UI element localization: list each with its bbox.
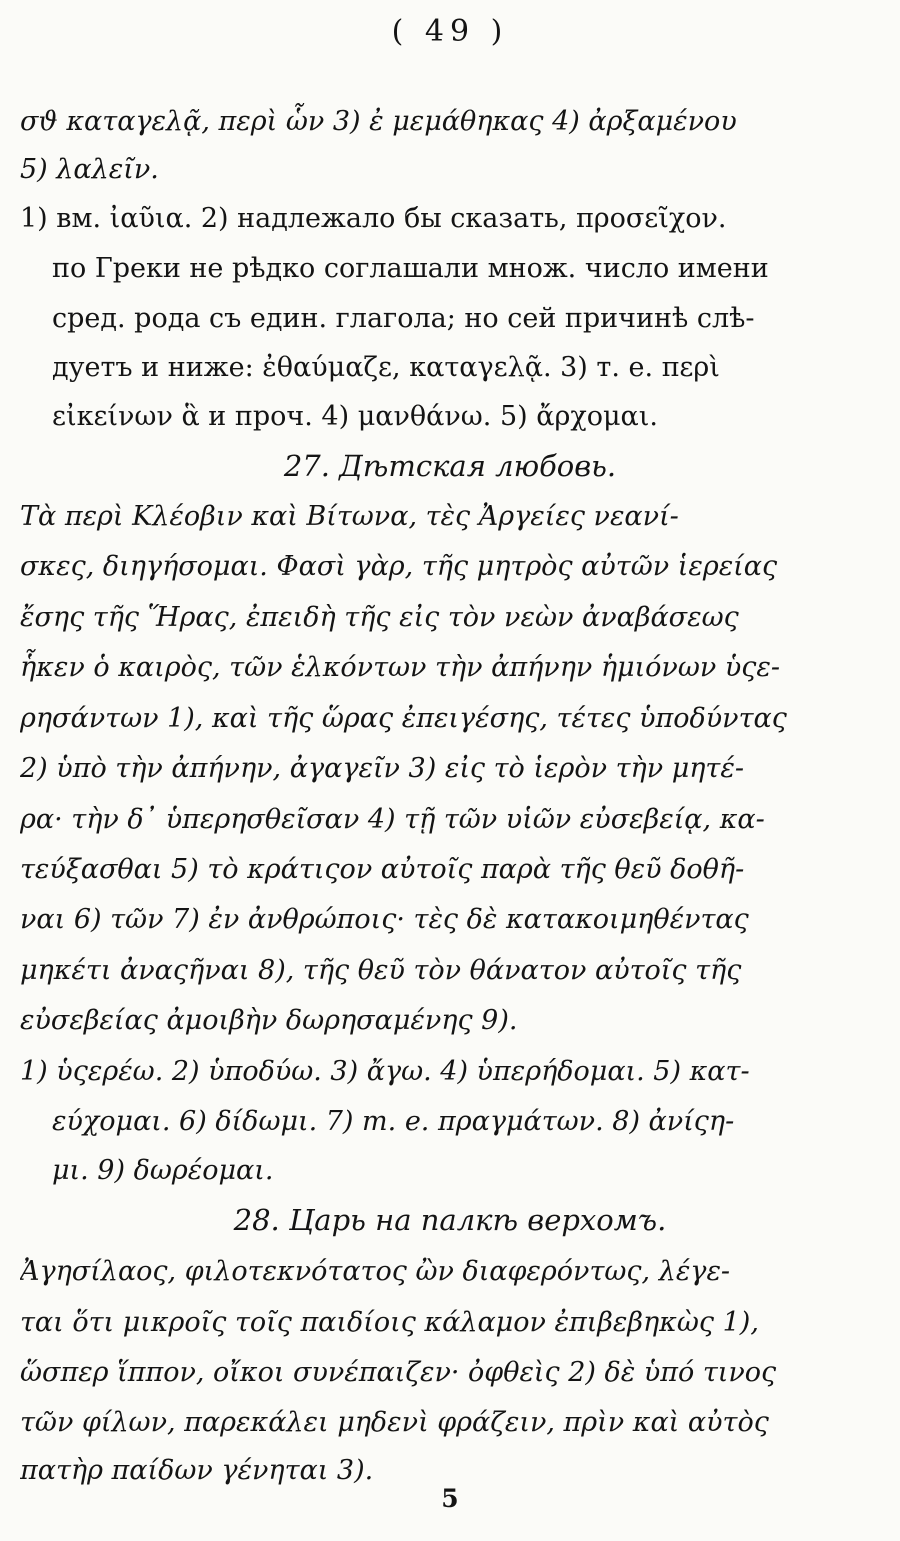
text-line: ἔσης τῆς Ἥρας, ἐπειδὴ τῆς εἰς τὸν νεὼν ἀναβάσεως	[20, 602, 739, 633]
text-line: σϑ καταγελᾷ, περὶ ὧν 3) ἐ μεμάθηκας 4) ἀρξαμένου	[20, 106, 737, 137]
text-line: Ἀγησίλαος, φιλοτεκνότατος ὢν διαφερόντως, λέγε-	[20, 1256, 731, 1287]
footnote-line: εύχομαι. 6) δίδωμι. 7) т. е. πραγμάτων. 8) ἀνίςη-	[52, 1106, 735, 1137]
text-line: 2) ὑπὸ τὴν ἀπήνην, ἀγαγεῖν 3) εἰς τὸ ἱερὸν τὴν μητέ-	[20, 753, 744, 784]
text-line: σκες, διηγήσομαι. Φασὶ γὰρ, τῆς μητρὸς αὐτῶν ἱερείας	[20, 551, 778, 582]
text-line: Τὰ περὶ Κλέοβιν καὶ Βίτωνα, τὲς Ἀργείες νεανί-	[20, 501, 679, 532]
text-line: ὥσπερ ἵππον, οἴκοι συνέπαιζεν· ὀφθεὶς 2) δὲ ὑπό τινος	[20, 1357, 777, 1388]
section-heading-27: 27. Дѣтская любовь.	[283, 449, 617, 483]
text-line: τῶν φίλων, παρεκάλει μηδενὶ φράζειν, πρὶν καὶ αὐτὸς	[20, 1407, 769, 1438]
section-heading-28: 28. Царь на палкѣ верхомъ.	[233, 1203, 667, 1237]
page-number: ( 49 )	[391, 14, 509, 49]
text-line: ρησάντων 1), καὶ τῆς ὥρας ἐπειγέσης, τέτες ὑποδύντας	[20, 703, 787, 734]
text-line: ρα· τὴν δ᾽ ὑπερησθεῖσαν 4) τῇ τῶν υἱῶν εὐσεβείᾳ, κα-	[20, 804, 765, 835]
text-line: ναι 6) τῶν 7) ἐν ἀνθρώποις· τὲς δὲ κατακοιμηθέντας	[20, 904, 749, 935]
footnote-line: сред. рода съ един. глагола; но сей причинѣ слѣ-	[52, 303, 755, 334]
text-line: 5) λαλεῖν.	[20, 154, 159, 185]
footnote-line: 1) вм. ἰαῦια. 2) надлежало бы сказать, προσεῖχον.	[20, 203, 727, 234]
text-line: πατὴρ παίδων γένηται 3).	[20, 1455, 374, 1486]
text-line: μηκέτι ἀναςῆναι 8), τῆς θεῦ τὸν θάνατον αὐτοῖς τῆς	[20, 955, 742, 986]
footnote-line: μι. 9) δωρέομαι.	[52, 1155, 274, 1186]
footnote-line: εἰκείνων ἃ и проч. 4) μανθάνω. 5) ἄρχομαι.	[52, 401, 658, 432]
text-line: ἧκεν ὁ καιρὸς, τῶν ἑλκόντων τὴν ἀπήνην ἡμιόνων ὑςε-	[20, 652, 781, 683]
text-line: εὐσεβείας ἀμοιβὴν δωρησαμένης 9).	[20, 1005, 518, 1036]
footnote-line: по Греки не рѣдко соглашали множ. число имени	[52, 253, 769, 284]
footnote-line: дуетъ и ниже: ἐθαύμαζε, καταγελᾷ. 3) т. е. περὶ	[52, 352, 720, 383]
text-line: τεύξασθαι 5) τὸ κράτιςον αὐτοῖς παρὰ τῆς θεῦ δοθῆ-	[20, 854, 745, 885]
footnote-line: 1) ὑςερέω. 2) ὑποδύω. 3) ἄγω. 4) ὑπερήδομαι. 5) κατ-	[20, 1056, 750, 1087]
signature-mark: 5	[441, 1484, 459, 1513]
text-line: ται ὅτι μικροῖς τοῖς παιδίοις κάλαμον ἐπιβεβηκὼς 1),	[20, 1307, 759, 1338]
